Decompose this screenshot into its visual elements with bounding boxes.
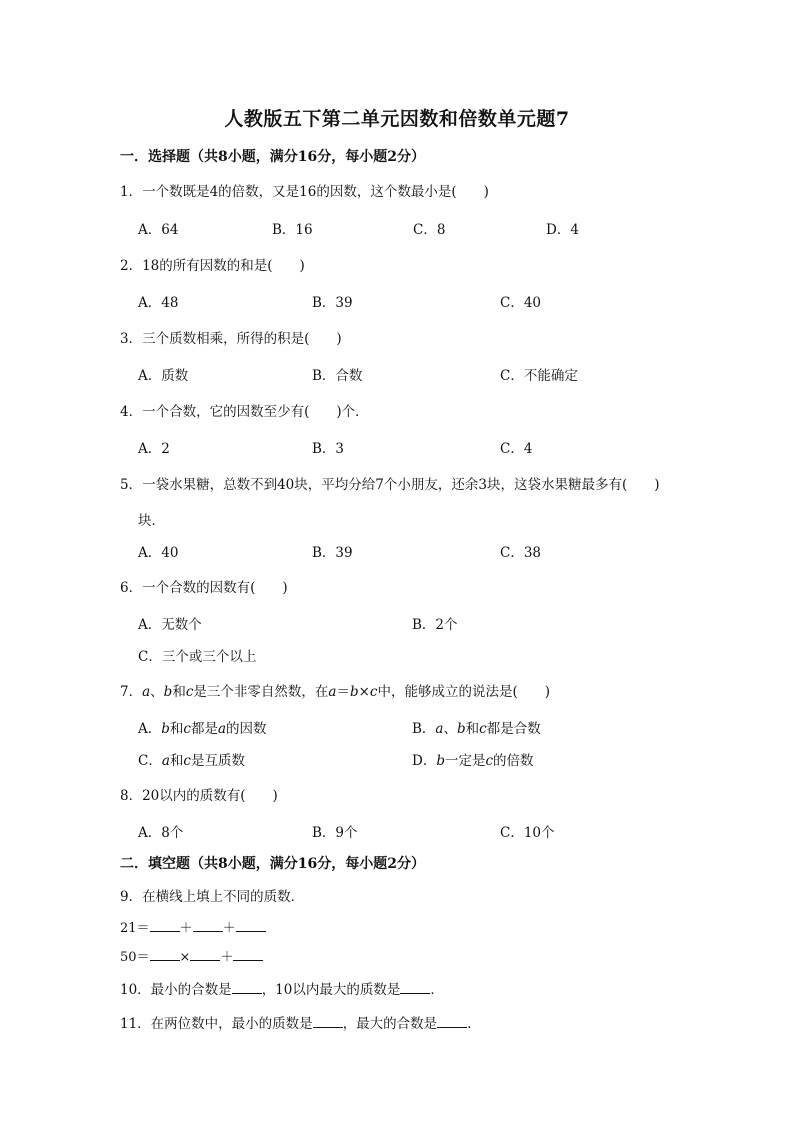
option-text: 都是合数 [486,721,541,737]
times-sign: × [179,950,191,965]
q7-text: 7． [120,684,143,700]
var-b: b [436,753,445,769]
q7-text: 和 [172,684,186,700]
plus-sign: ＋ [220,950,234,965]
q1-option-c: C．8 [413,222,446,238]
answer-blank[interactable] [233,948,263,961]
option-text: 的倍数 [493,753,534,769]
var-b: b [161,721,170,737]
q10-text: ． [430,982,444,998]
q1-option-b: B．16 [272,222,313,238]
var-a: a [217,721,227,737]
option-label: C． [138,753,162,769]
option-text: 和 [169,753,184,769]
q7-option-a [138,717,267,737]
var-a: a [435,721,444,737]
q4-option-c: C．4 [500,441,533,457]
option-text: 一定是 [444,753,486,769]
question-10 [120,978,444,998]
question-6: 6．一个合数的因数有( ) [120,580,288,596]
q6-option-b: B．2个 [412,617,458,633]
q2-option-a: A．48 [138,295,179,311]
answer-blank[interactable] [150,948,180,961]
equals-sign: ＝ [336,684,350,700]
var-b: b [163,684,173,700]
q8-option-a: A．8个 [138,825,184,841]
option-text: 、 [443,721,457,737]
option-label: D． [412,753,437,769]
q1-option-d: D．4 [546,222,579,238]
q8-option-b: B．9个 [312,825,358,841]
option-text: 都是 [190,721,218,737]
question-7 [120,680,550,700]
var-c: c [479,721,487,737]
answer-blank[interactable] [313,1015,343,1028]
section-heading-choice: 一．选择题（共8小题，满分16分，每小题2分） [120,149,425,165]
option-label: B． [412,721,436,737]
plus-sign: ＋ [179,921,193,936]
q2-option-b: B．39 [312,295,353,311]
answer-blank[interactable] [232,981,262,994]
q8-option-c: C．10个 [500,825,555,841]
q5-option-a: A．40 [138,545,179,561]
times-sign: × [358,684,370,700]
answer-blank[interactable] [236,919,266,932]
q11-text: 11．在两位数中，最小的质数是 [120,1016,313,1032]
q4-option-b: B．3 [312,441,345,457]
var-c: c [183,721,191,737]
var-a: a [142,684,151,700]
question-9: 9．在横线上填上不同的质数． [120,889,305,905]
q9-equation-2 [120,946,263,965]
question-4: 4．一个合数，它的因数至少有( )个． [120,404,369,420]
question-11 [120,1012,481,1032]
var-b: b [456,721,466,737]
q10-text: ，10以内最大的质数是 [261,982,401,998]
var-b: b [349,684,359,700]
q7-option-c [138,749,245,769]
q5-option-b: B．39 [312,545,353,561]
var-c: c [183,753,191,769]
q7-option-b [412,717,541,737]
section-heading-fill: 二．填空题（共8小题，满分16分，每小题2分） [120,856,425,872]
eq-lhs: 21＝ [120,921,150,936]
eq-lhs: 50＝ [120,950,150,965]
q6-option-a: A．无数个 [138,617,202,633]
option-text: 的因数 [226,721,267,737]
var-a: a [328,684,337,700]
q7-option-d [412,749,534,769]
option-label: A． [138,721,162,737]
question-8: 8．20以内的质数有( ) [120,788,278,804]
q1-option-a: A．64 [138,222,179,238]
q7-text: 、 [150,684,164,700]
q3-option-c: C．不能确定 [500,368,578,384]
q3-option-b: B．合数 [312,368,363,384]
q11-text: ． [467,1016,481,1032]
option-text: 和 [465,721,480,737]
q3-option-a: A．质数 [138,368,189,384]
question-5-continuation: 块． [138,513,165,529]
q7-text: 是三个非零自然数，在 [193,684,329,700]
q6-option-c: C．三个或三个以上 [138,649,257,665]
answer-blank[interactable] [193,919,223,932]
plus-sign: ＋ [222,921,236,936]
q9-equation-1 [120,917,266,936]
q11-text: ，最大的合数是 [342,1016,438,1032]
q10-text: 10．最小的合数是 [120,982,232,998]
answer-blank[interactable] [400,981,430,994]
q4-option-a: A．2 [138,441,170,457]
question-2: 2．18的所有因数的和是( ) [120,258,305,274]
q2-option-c: C．40 [500,295,542,311]
answer-blank[interactable] [150,919,180,932]
var-c: c [485,753,494,769]
page-title: 人教版五下第二单元因数和倍数单元题7 [224,108,570,130]
q5-option-c: C．38 [500,545,542,561]
option-text: 和 [169,721,184,737]
question-5: 5．一袋水果糖，总数不到40块，平均分给7个小朋友，还余3块，这袋水果糖最多有( ) [120,477,660,493]
question-3: 3．三个质数相乘，所得的积是( ) [120,331,342,347]
var-c: c [369,684,378,700]
option-text: 是互质数 [190,753,245,769]
var-a: a [161,753,170,769]
var-c: c [185,684,194,700]
q7-text: 中，能够成立的说法是( ) [377,684,551,700]
question-1: 1．一个数既是4的倍数，又是16的因数，这个数最小是( ) [120,184,489,200]
answer-blank[interactable] [190,948,220,961]
answer-blank[interactable] [437,1015,467,1028]
